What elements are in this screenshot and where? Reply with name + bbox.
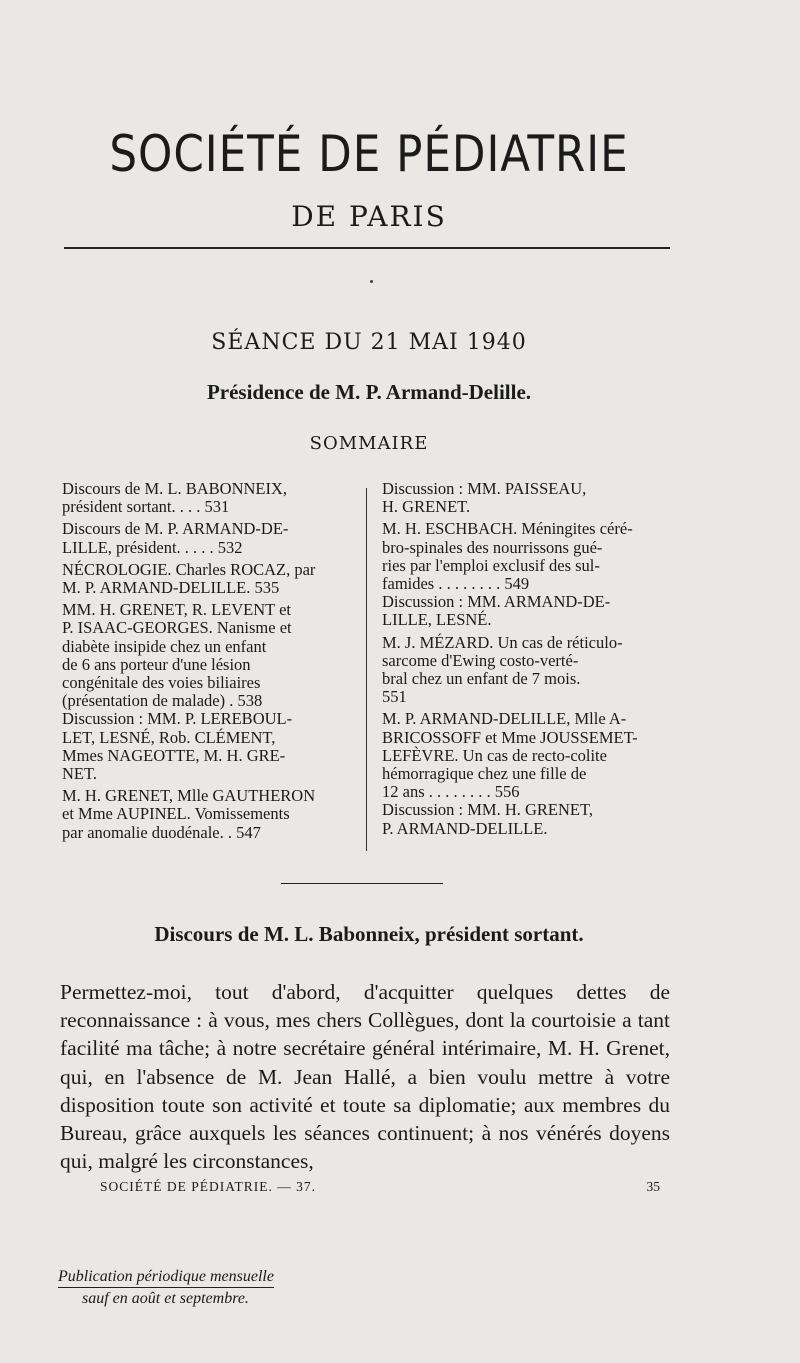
page-number: 35: [646, 1179, 660, 1194]
ornament-dot: [370, 280, 373, 283]
sommaire-line: LILLE, LESNÉ.: [382, 610, 492, 630]
sommaire-entry: [382, 520, 668, 629]
sommaire-line: 551: [382, 687, 407, 707]
sommaire-line: M. P. ARMAND-DELILLE. 535: [62, 578, 280, 598]
sommaire-line: LET, LESNÉ, Rob. CLÉMENT,: [62, 727, 276, 747]
footer-journal-ref: SOCIÉTÉ DE PÉDIATRIE. — 37.: [100, 1179, 316, 1194]
discours-body: Permettez-moi, tout d'abord, d'acquitter quelques dettes de reconnaissance : à vous, mes chers Collègues, dont la courtoisie a tant facilité ma tâche; à notre secrétaire général intérimaire, M. H. Grenet, qui, en l'absence de M. Jean Hallé, a bien voulu mettre à votre disposition toute son activité et toute sa diplomatie; aux membres du Bureau, grâce auxquels les séances continuent; à nos vénérés doyens qui, malgré les circonstances,: [60, 980, 670, 1174]
session-title: SÉANCE DU 21 MAI 1940: [211, 330, 527, 355]
title-rule: [64, 247, 670, 249]
sommaire-line: M. J. MÉZARD. Un cas de réticulo-: [382, 632, 623, 652]
sommaire-left-column: [62, 480, 352, 846]
sommaire-line: congénitale des voies biliaires: [62, 673, 261, 693]
sommaire-entry: [62, 520, 352, 556]
sommaire-line: Discussion : MM. P. LEREBOUL-: [62, 709, 293, 729]
sommaire-line: 12 ans . . . . . . . . 556: [382, 782, 520, 802]
sommaire-line: NÉCROLOGIE. Charles ROCAZ, par: [62, 559, 316, 579]
sommaire-entry: [62, 787, 352, 842]
sommaire-line: Discours de M. L. BABONNEIX,: [62, 479, 288, 498]
sommaire-line: P. ARMAND-DELILLE.: [382, 818, 548, 838]
page-footer: [100, 1179, 660, 1195]
sommaire-line: LILLE, président. . . . . 532: [62, 537, 243, 557]
sommaire-line: Mmes NAGEOTTE, M. H. GRE-: [62, 745, 286, 765]
column-divider: [366, 488, 367, 851]
sommaire-line: M. H. GRENET, Mlle GAUTHERON: [62, 786, 316, 806]
sommaire-right-column: [382, 480, 668, 842]
sommaire-line: famides . . . . . . . . 549: [382, 574, 530, 594]
sommaire-line: président sortant. . . . 531: [62, 497, 230, 517]
sommaire-line: Discussion : MM. ARMAND-DE-: [382, 592, 611, 612]
sommaire-heading: SOMMAIRE: [309, 433, 429, 454]
sommaire-line: Discussion : MM. PAISSEAU,: [382, 479, 587, 498]
sommaire-line: M. P. ARMAND-DELILLE, Mlle A-: [382, 709, 627, 729]
sommaire-line: MM. H. GRENET, R. LEVENT et: [62, 600, 291, 620]
sommaire-line: Discours de M. P. ARMAND-DE-: [62, 519, 289, 539]
sommaire-line: et Mme AUPINEL. Vomissements: [62, 804, 290, 824]
sommaire-line: par anomalie duodénale. . 547: [62, 822, 261, 842]
sommaire-line: ries par l'emploi exclusif des sul-: [382, 555, 600, 575]
sommaire-line: sarcome d'Ewing costo-verté-: [382, 650, 579, 670]
sommaire-line: P. ISAAC-GEORGES. Nanisme et: [62, 618, 292, 638]
sommaire-line: Discussion : MM. H. GRENET,: [382, 800, 593, 820]
publication-line-2: sauf en août et septembre.: [82, 1290, 249, 1307]
sommaire-entry: [62, 601, 352, 783]
sommaire-line: LEFÈVRE. Un cas de recto-colite: [382, 745, 607, 765]
publication-note: [58, 1268, 274, 1308]
sommaire-line: BRICOSSOFF et Mme JOUSSEMET-: [382, 727, 638, 747]
sommaire-line: (présentation de malade) . 538: [62, 691, 263, 711]
sommaire-line: NET.: [62, 764, 97, 784]
presidence-line: Présidence de M. P. Armand-Delille.: [206, 380, 532, 404]
journal-title: SOCIÉTÉ DE PÉDIATRIE: [109, 125, 629, 183]
sommaire-line: diabète insipide chez un enfant: [62, 636, 267, 656]
sommaire-line: bral chez un enfant de 7 mois.: [382, 669, 581, 689]
sommaire-entry: [382, 710, 668, 837]
sommaire-entry: [62, 480, 352, 516]
section-rule: [281, 883, 443, 884]
sommaire-line: M. H. ESCHBACH. Méningites céré-: [382, 519, 633, 539]
sommaire-line: hémorragique chez une fille de: [382, 764, 587, 784]
sommaire-entry: [62, 561, 352, 597]
sommaire-line: H. GRENET.: [382, 497, 471, 517]
discours-heading: Discours de M. L. Babonneix, président sortant.: [154, 922, 584, 946]
publication-line-1: Publication périodique mensuelle: [58, 1268, 274, 1288]
sommaire-line: de 6 ans porteur d'une lésion: [62, 654, 251, 674]
sommaire-entry: [382, 480, 668, 516]
sommaire-entry: [382, 634, 668, 707]
journal-subtitle: DE PARIS: [291, 200, 447, 233]
sommaire-line: bro-spinales des nourrissons gué-: [382, 537, 603, 557]
